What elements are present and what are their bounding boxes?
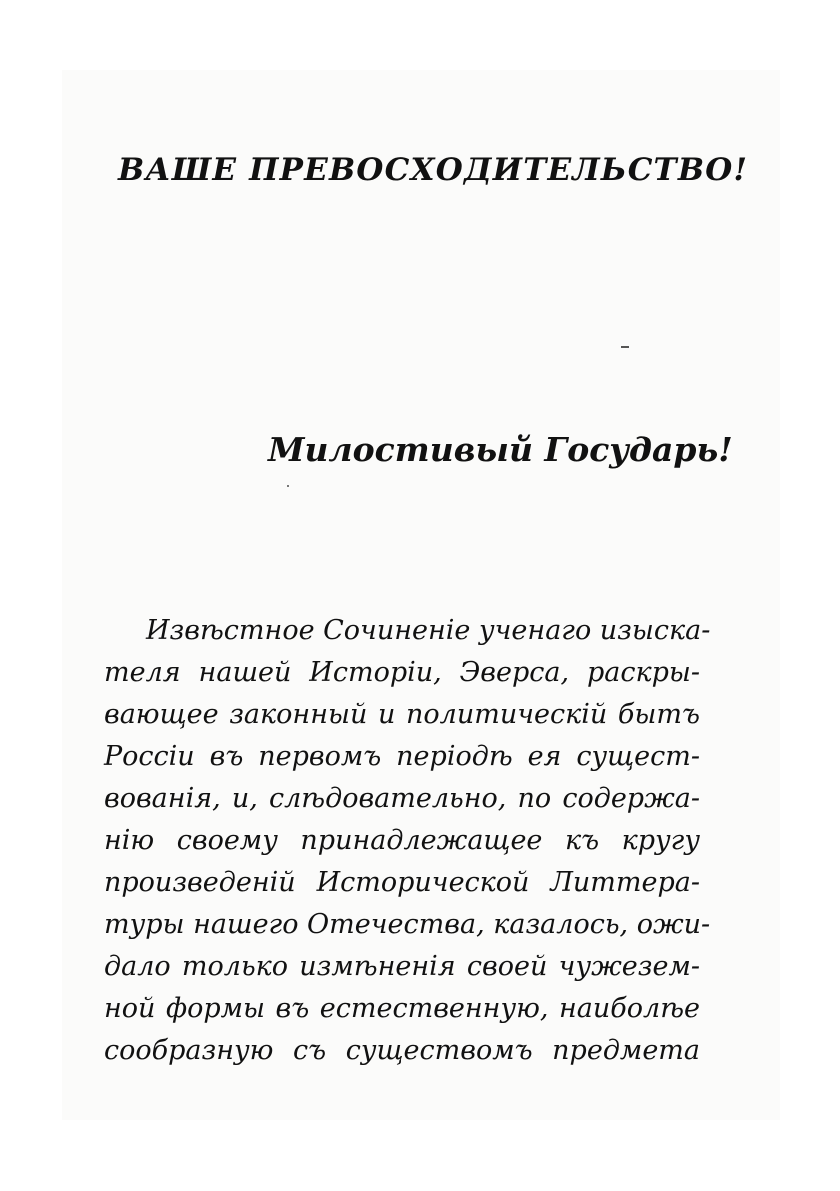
body-line: Россіи въ первомъ періодѣ ея сущест- (104, 741, 700, 772)
body-line: Извѣстное Сочиненіе ученаго изыска- (146, 615, 711, 646)
body-line: ной формы въ естественную, наиболѣе (104, 993, 700, 1024)
body-line: туры нашего Отечества, казалось, ожи- (104, 909, 711, 940)
address-line: Милостивый Государь! (268, 430, 733, 469)
print-speck (287, 485, 289, 487)
heading-salutation: ВАШЕ ПРЕВОСХОДИТЕЛЬСТВО! (118, 152, 749, 188)
body-paragraph (104, 610, 711, 1072)
body-line: произведеній Исторической Литтера- (104, 867, 700, 898)
body-line: вающее законный и политическій бытъ (104, 699, 700, 730)
body-line: сообразную съ существомъ предмета (104, 1035, 700, 1066)
body-line: нію своему принадлежащее къ кругу (104, 825, 700, 856)
body-line: дало только измѣненія своей чужезем- (104, 951, 700, 982)
body-line: теля нашей Исторіи, Эверса, раскры- (104, 657, 700, 688)
print-mark (621, 346, 629, 348)
body-line: вованія, и, слѣдовательно, по содержа- (104, 783, 700, 814)
